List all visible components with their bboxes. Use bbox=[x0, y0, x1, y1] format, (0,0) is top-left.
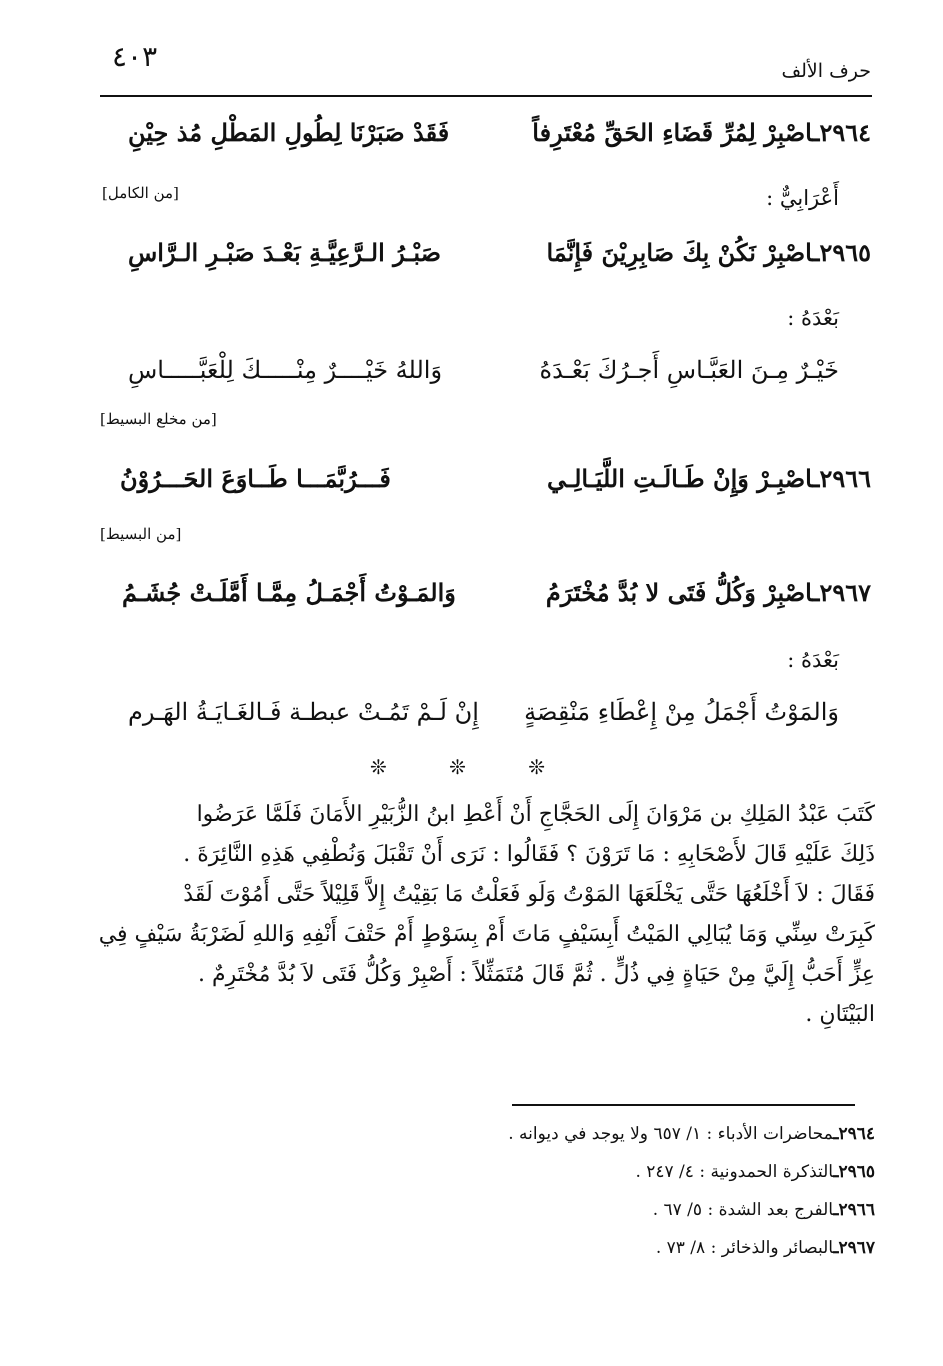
first-hemistich-text: اصْبِرْ لِمُرِّ قَضَاءِ الحَقِّ مُعْتَرِفاً bbox=[532, 118, 813, 147]
meter-label: [من البسيط] bbox=[100, 525, 182, 543]
footnote bbox=[656, 1238, 875, 1258]
prose-line: عِزٍّ أَحَبُّ إِلَيَّ مِنْ حَيَاةٍ فِي ذُلٍّ . ثُمَّ قَالَ مُتَمَثِّلاً : أَصْبِرْ وَكُلُّ فَتَى لاَ بُدَّ مُخْتَرِمٌ . bbox=[198, 962, 875, 987]
first-hemistich-text: اصْبِـرْ وَإِنْ طَـالَـتِ اللَّيَـالِـي bbox=[547, 464, 813, 493]
chapter-title: حرف الألف bbox=[781, 60, 871, 82]
first-hemistich-text: اصْبِرْ وَكُلُّ فَتَى لا بُدَّ مُخْتَرَمُ bbox=[545, 578, 813, 607]
first-hemistich-text: اصْبِرْ نَكُنْ بِكَ صَابِرِيْنَ فَإِنَّمَا bbox=[546, 238, 813, 267]
verse-first-hemistich bbox=[532, 118, 871, 147]
after-label: بَعْدَهُ : bbox=[787, 306, 839, 330]
footnote-text: التذكرة الحمدونية : ٤/ ٢٤٧ . bbox=[635, 1162, 834, 1182]
entry-number: ٢٩٦٦ـ bbox=[812, 464, 871, 493]
verse-second-hemistich: وَالمَـوْتُ أَجْمَـلُ مِمَّـا أَمَّلَـتْ جُشَـمُ bbox=[122, 578, 456, 607]
attribution: أَعْرَابِيٌّ : bbox=[766, 186, 839, 210]
verse-second-hemistich: فَقَدْ صَبَرْنَا لِطُولِ المَطْلِ مُذ حِيْنِ bbox=[128, 118, 450, 147]
verse-first-hemistich bbox=[546, 578, 871, 607]
verse-first-hemistich bbox=[547, 464, 871, 493]
meter-label: [من الكامل] bbox=[102, 184, 179, 202]
prose-line: البَيْتَانِ . bbox=[805, 1002, 875, 1027]
verse-second-hemistich: فَـــرُبَّمَـــا طَــاوَعَ الحَـــرُوْنُ bbox=[120, 464, 391, 493]
footnote bbox=[653, 1200, 875, 1220]
prose-paragraph bbox=[98, 795, 875, 1035]
after-first-hemistich: خَيْـرٌ مِـنَ العَبَّـاسِ أَجـرُكَ بَعْـدَهُ bbox=[539, 356, 839, 384]
footnote-text: محاضرات الأدباء : ١/ ٦٥٧ ولا يوجد في ديوانه . bbox=[508, 1124, 834, 1144]
footnote-number: ٢٩٦٤ـ bbox=[833, 1124, 875, 1144]
footnote-number: ٢٩٦٥ـ bbox=[833, 1162, 875, 1182]
footnote-text: الفرج بعد الشدة : ٥/ ٦٧ . bbox=[652, 1200, 834, 1220]
prose-line: كَتَبَ عَبْدُ المَلِكِ بن مَرْوَانَ إِلَى الحَجَّاجِ أَنْ أَعْطِ ابنُ الزُّبَيْرِ الأَمَانَ فَلَمَّا عَرَضُوا bbox=[196, 802, 875, 827]
page-number: ٤٠٣ bbox=[112, 40, 158, 73]
section-separator: ❊ ❊ ❊ bbox=[370, 755, 573, 779]
footnote-rule bbox=[512, 1104, 855, 1106]
entry-number: ٢٩٦٧ـ bbox=[812, 578, 871, 607]
meter-label: [من مخلع البسيط] bbox=[100, 410, 217, 428]
entry-number: ٢٩٦٥ـ bbox=[812, 238, 871, 267]
footnote-number: ٢٩٦٦ـ bbox=[833, 1200, 875, 1220]
verse-first-hemistich bbox=[546, 238, 871, 267]
prose-line: كَبِرَتْ سِنِّي وَمَا يُبَالِي المَيْتُ أَبِسَيْفٍ مَاتَ أَمْ بِسَوْطٍ أَمْ حَتْفَ أَنْفِهِ وَاللهِ لَضَرْبَةُ سَيْفٍ فِي bbox=[98, 922, 875, 947]
prose-line: ذَلِكَ عَلَيْهِ قَالَ لأَصْحَابِهِ : مَا تَرَوْنَ ؟ فَقَالُوا : نَرَى أَنْ تَقْبَلَ وَنُطْفِي هَذِهِ النَّائِرَةَ . bbox=[183, 842, 875, 867]
after-second-hemistich: إِنْ لَـمْ تَمُـتْ عبطـة فَـالغَـايَـةُ الهَـرم bbox=[128, 698, 479, 726]
footnote bbox=[508, 1124, 875, 1144]
footnote-number: ٢٩٦٧ـ bbox=[833, 1238, 875, 1258]
header-rule bbox=[100, 95, 872, 97]
footnote-text: البصائر والذخائر : ٨/ ٧٣ . bbox=[655, 1238, 834, 1258]
after-second-hemistich: وَاللهُ خَيْــــرٌ مِنْـــــكَ لِلْعَبَّـــــاسِ bbox=[128, 356, 443, 384]
verse-second-hemistich: صَبْـرُ الـرَّعِيَّـةِ بَعْـدَ صَبْـرِ الـرَّاسِ bbox=[128, 238, 442, 267]
after-label: بَعْدَهُ : bbox=[787, 648, 839, 672]
after-first-hemistich: وَالمَوْتُ أَجْمَلُ مِنْ إِعْطَاءِ مَنْقِصَةٍ bbox=[524, 698, 839, 726]
prose-line: فَقَالَ : لاَ أَخْلَعُهَا حَتَّى يَخْلَعَهَا المَوْتُ وَلَو فَعَلْتُ مَا بَقِيْتُ إِلاَّ قَلِيْلاً حَتَّى أَمُوْتَ لَقَدْ bbox=[183, 882, 875, 907]
footnote bbox=[635, 1162, 875, 1182]
entry-number: ٢٩٦٤ـ bbox=[812, 118, 871, 147]
